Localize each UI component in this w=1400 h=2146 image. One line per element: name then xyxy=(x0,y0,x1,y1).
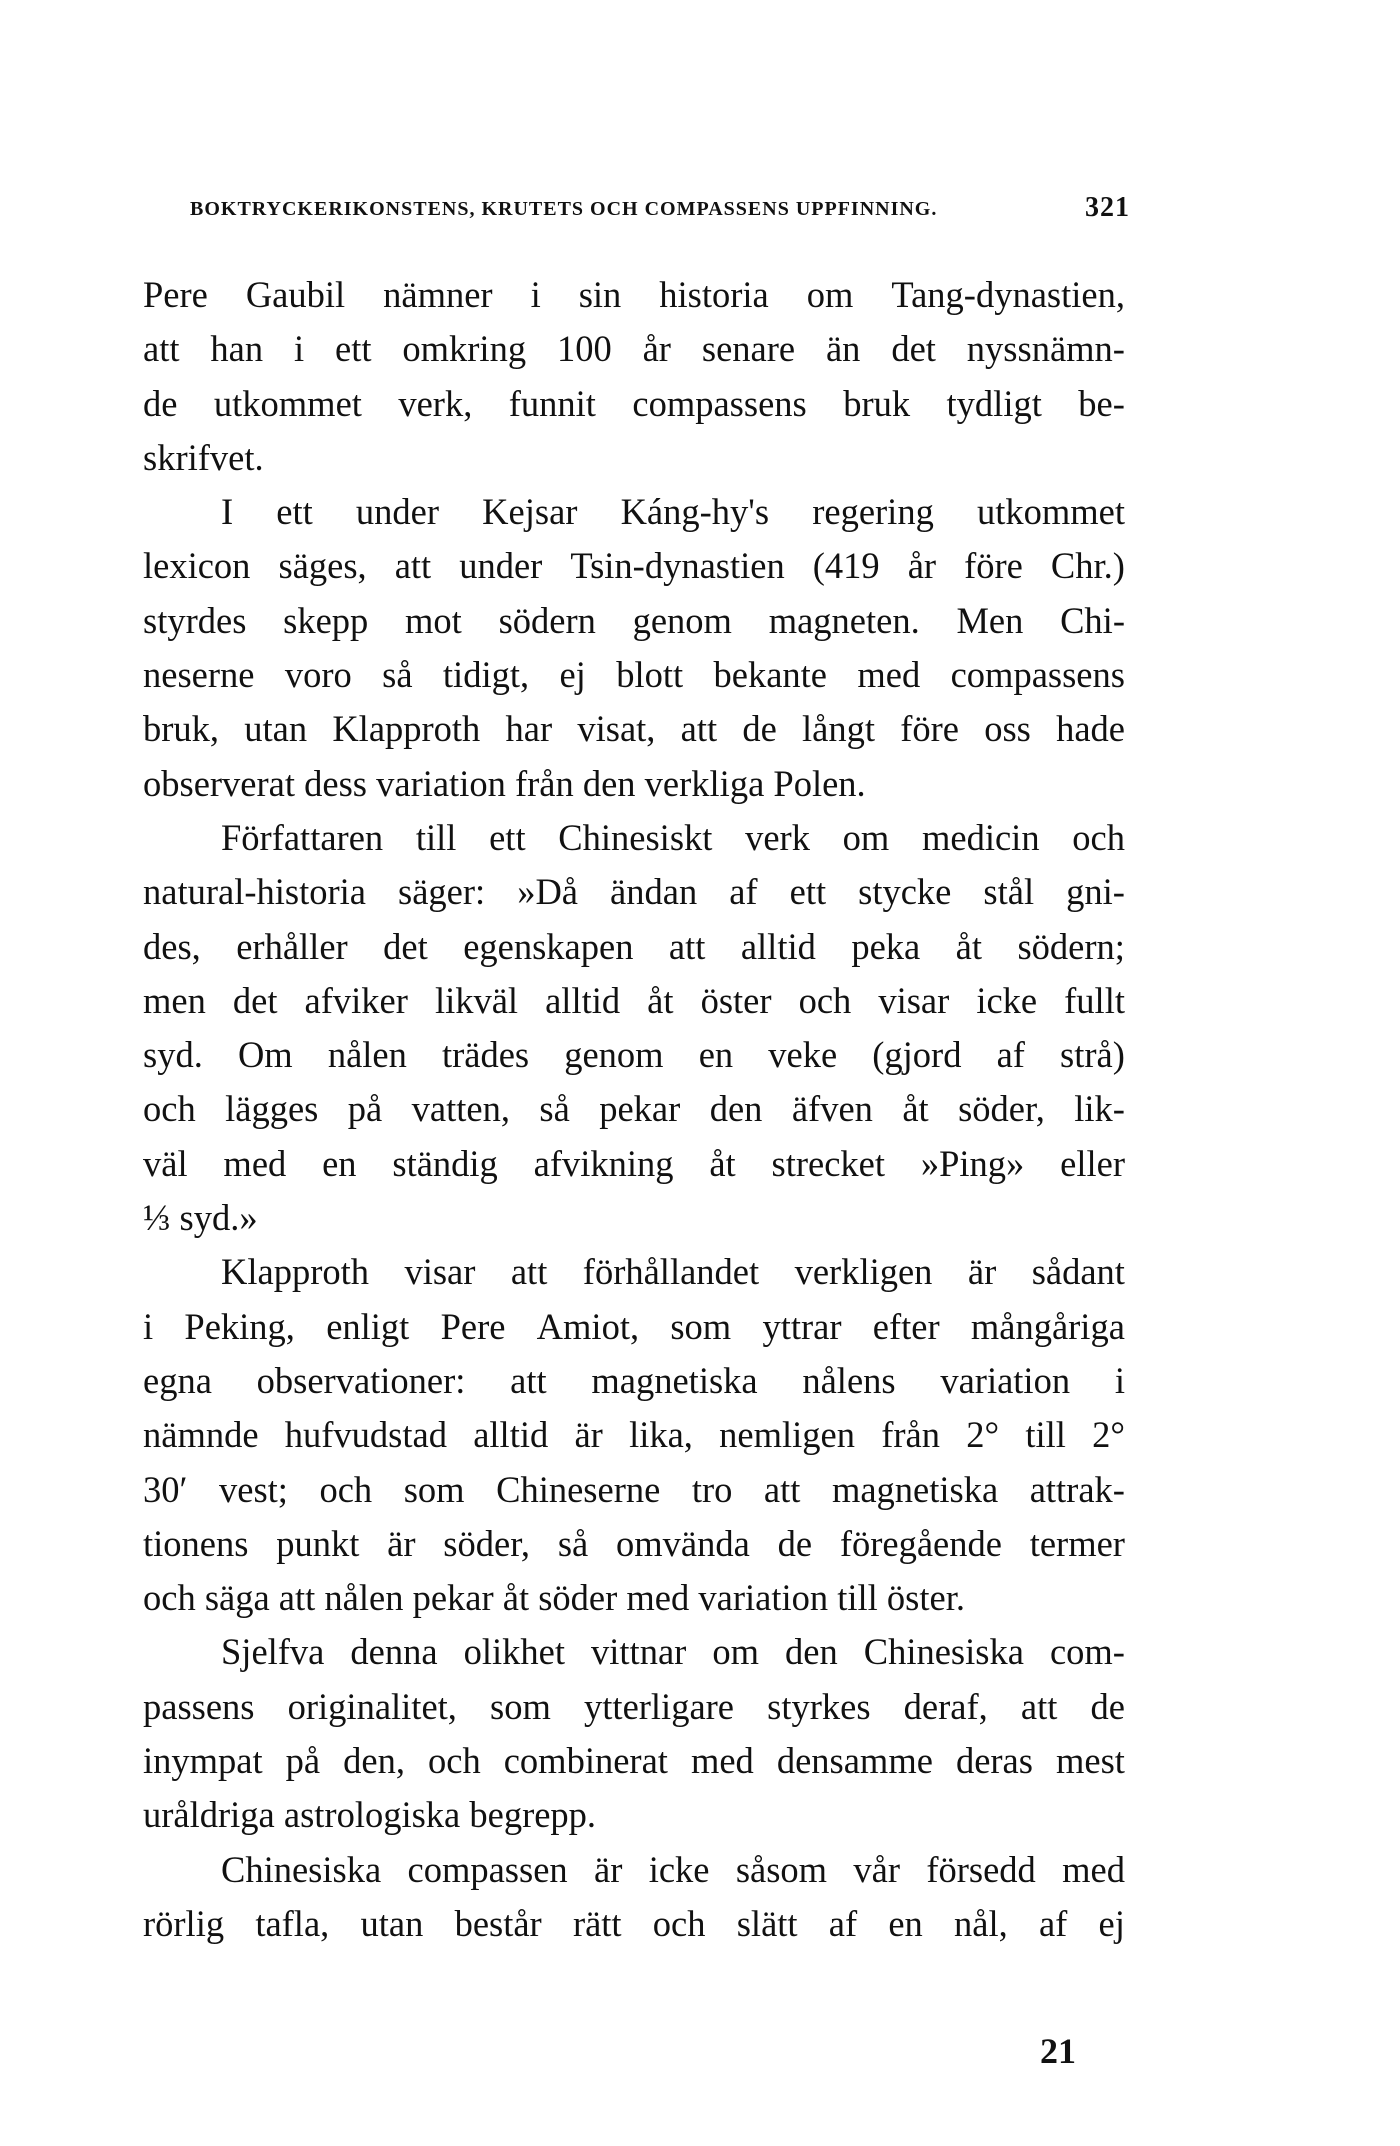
text-line: syd. Om nålen trädes genom en veke (gjord af strå) xyxy=(143,1034,1125,1076)
text-line: Klapproth visar att förhållandet verkligen är sådant xyxy=(221,1251,1125,1293)
text-line: att han i ett omkring 100 år senare än det nyssnämn- xyxy=(143,328,1125,370)
text-line: ⅓ syd.» xyxy=(143,1197,258,1239)
text-line: styrdes skepp mot södern genom magneten. Men Chi- xyxy=(143,599,1125,641)
text-line: observerat dess variation från den verkliga Polen. xyxy=(143,762,866,804)
text-line: skrifvet. xyxy=(143,436,264,478)
text-line: Sjelfva denna olikhet vittnar om den Chinesiska com- xyxy=(221,1631,1125,1673)
body-text xyxy=(143,268,1125,1951)
text-line: väl med en ständig afvikning åt strecket »Ping» eller xyxy=(143,1142,1125,1184)
text-line: neserne voro så tidigt, ej blott bekante med compassens xyxy=(143,654,1125,696)
signature-mark: 21 xyxy=(1040,2031,1076,2071)
text-line: rörlig tafla, utan består rätt och slätt af en nål, af ej xyxy=(143,1902,1125,1944)
text-line: nämnde hufvudstad alltid är lika, nemligen från 2° till 2° xyxy=(143,1414,1125,1456)
text-line: och säga att nålen pekar åt söder med variation till öster. xyxy=(143,1577,965,1619)
text-line: tionens punkt är söder, så omvända de föregående termer xyxy=(143,1522,1125,1564)
text-line: bruk, utan Klapproth har visat, att de långt före oss hade xyxy=(143,708,1125,750)
text-line: lexicon säges, att under Tsin-dynastien (419 år före Chr.) xyxy=(143,545,1125,587)
text-line: natural-historia säger: »Då ändan af ett stycke stål gni- xyxy=(143,871,1125,913)
text-line: inympat på den, och combinerat med densamme deras mest xyxy=(143,1740,1125,1782)
text-line: Chinesiska compassen är icke såsom vår försedd med xyxy=(221,1848,1125,1890)
text-line: I ett under Kejsar Káng-hy's regering utkommet xyxy=(221,491,1125,533)
text-line: egna observationer: att magnetiska nålens variation i xyxy=(143,1359,1125,1401)
text-line: men det afviker likväl alltid åt öster och visar icke fullt xyxy=(143,979,1125,1021)
running-title: BOKTRYCKERIKONSTENS, KRUTETS OCH COMPASSENS UPPFINNING. xyxy=(190,198,938,220)
text-line: des, erhåller det egenskapen att alltid peka åt södern; xyxy=(143,925,1125,967)
text-line: uråldriga astrologiska begrepp. xyxy=(143,1794,597,1836)
text-line: passens originalitet, som ytterligare styrkes deraf, att de xyxy=(143,1685,1125,1727)
text-line: Pere Gaubil nämner i sin historia om Tang-dynastien, xyxy=(143,274,1125,315)
text-line: 30′ vest; och som Chineserne tro att magnetiska attrak- xyxy=(143,1468,1125,1510)
running-header xyxy=(190,192,1130,223)
text-line: och lägges på vatten, så pekar den äfven åt söder, lik- xyxy=(143,1088,1125,1130)
text-line: Författaren till ett Chinesiskt verk om medicin och xyxy=(221,816,1125,858)
text-line: de utkommet verk, funnit compassens bruk tydligt be- xyxy=(143,382,1125,424)
text-line: i Peking, enligt Pere Amiot, som yttrar efter mångåriga xyxy=(143,1305,1125,1347)
page-number: 321 xyxy=(1085,192,1130,223)
